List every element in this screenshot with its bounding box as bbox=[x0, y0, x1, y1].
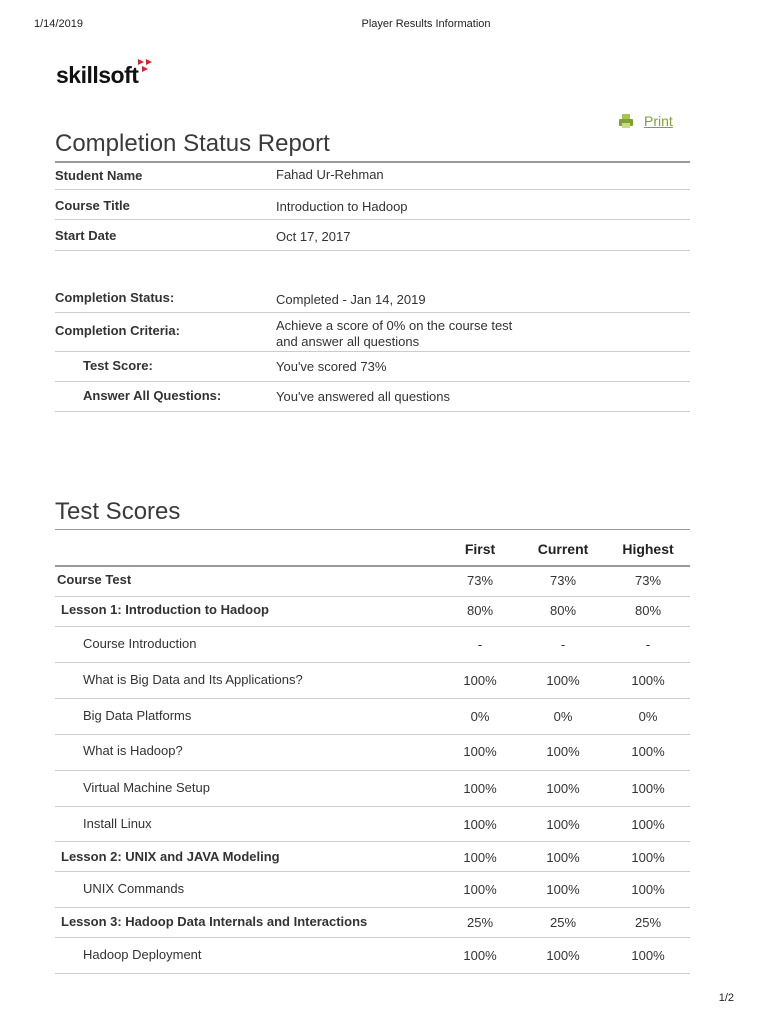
completion-criteria-value bbox=[276, 318, 512, 350]
first-score: 100% bbox=[463, 744, 497, 759]
highest-score: 100% bbox=[631, 781, 665, 796]
row-name: Lesson 2: UNIX and JAVA Modeling bbox=[61, 849, 280, 864]
completion-status-label: Completion Status: bbox=[55, 290, 175, 305]
highest-score: 80% bbox=[634, 603, 662, 618]
first-score: - bbox=[477, 637, 483, 652]
current-score: 0% bbox=[553, 709, 573, 724]
test-scores-title: Test Scores bbox=[55, 498, 181, 525]
row-name: What is Hadoop? bbox=[83, 743, 183, 758]
column-first-header: First bbox=[464, 541, 496, 557]
table-row bbox=[55, 771, 690, 807]
first-score: 100% bbox=[463, 781, 497, 796]
criteria-line-2: and answer all questions bbox=[276, 334, 420, 349]
student-name-label: Student Name bbox=[55, 168, 143, 183]
table-row bbox=[55, 908, 690, 938]
table-row bbox=[55, 938, 690, 974]
printer-icon bbox=[618, 113, 634, 129]
skillsoft-logo bbox=[56, 62, 138, 92]
first-score: 100% bbox=[463, 850, 497, 865]
answer-all-row bbox=[55, 382, 690, 412]
table-row bbox=[55, 699, 690, 735]
course-title-row bbox=[55, 190, 690, 220]
current-score: 25% bbox=[549, 915, 577, 930]
first-score: 100% bbox=[463, 673, 497, 688]
first-score: 0% bbox=[470, 709, 490, 724]
answer-all-value: You've answered all questions bbox=[276, 389, 451, 404]
first-score: 100% bbox=[463, 882, 497, 897]
completion-report-title: Completion Status Report bbox=[55, 130, 330, 157]
print-page-title: Player Results Information bbox=[361, 18, 491, 30]
course-title-label: Course Title bbox=[55, 198, 130, 213]
highest-score: 100% bbox=[631, 882, 665, 897]
table-row bbox=[55, 663, 690, 699]
print-date: 1/14/2019 bbox=[34, 18, 83, 30]
completion-status-row bbox=[55, 282, 690, 313]
row-name: Virtual Machine Setup bbox=[83, 780, 210, 795]
highest-score: 100% bbox=[631, 817, 665, 832]
row-name: Lesson 1: Introduction to Hadoop bbox=[61, 602, 269, 617]
student-name-row bbox=[55, 163, 690, 190]
current-score: 100% bbox=[546, 948, 580, 963]
table-row bbox=[55, 872, 690, 908]
row-name: Hadoop Deployment bbox=[83, 947, 202, 962]
table-row bbox=[55, 842, 690, 872]
highest-score: 100% bbox=[631, 948, 665, 963]
print-link[interactable]: Print bbox=[644, 113, 673, 129]
current-score: 80% bbox=[549, 603, 577, 618]
start-date-row bbox=[55, 220, 690, 251]
first-score: 80% bbox=[466, 603, 494, 618]
completion-criteria-row bbox=[55, 313, 690, 352]
highest-score: - bbox=[645, 637, 651, 652]
first-score: 100% bbox=[463, 817, 497, 832]
current-score: 100% bbox=[546, 850, 580, 865]
row-name: Install Linux bbox=[83, 816, 152, 831]
row-name: Lesson 3: Hadoop Data Internals and Interactions bbox=[61, 914, 368, 929]
test-score-label: Test Score: bbox=[83, 358, 153, 373]
page-number: 1/2 bbox=[718, 992, 734, 1004]
current-score: 100% bbox=[546, 781, 580, 796]
course-title-value: Introduction to Hadoop bbox=[276, 199, 408, 214]
test-score-value: You've scored 73% bbox=[276, 359, 387, 374]
highest-score: 100% bbox=[631, 744, 665, 759]
start-date-label: Start Date bbox=[55, 228, 117, 243]
logo-text: skillsoft bbox=[56, 62, 139, 88]
row-name: Big Data Platforms bbox=[83, 708, 192, 723]
table-row bbox=[55, 735, 690, 771]
first-score: 25% bbox=[466, 915, 494, 930]
highest-score: 0% bbox=[638, 709, 658, 724]
column-highest-header: Highest bbox=[622, 541, 674, 557]
row-name: Course Introduction bbox=[83, 636, 197, 651]
first-score: 100% bbox=[463, 948, 497, 963]
highest-score: 100% bbox=[631, 673, 665, 688]
column-current-header: Current bbox=[537, 541, 589, 557]
completion-status-value: Completed - Jan 14, 2019 bbox=[276, 292, 426, 307]
scores-header-row bbox=[55, 530, 690, 567]
row-name: UNIX Commands bbox=[83, 881, 185, 896]
current-score: 100% bbox=[546, 882, 580, 897]
table-row bbox=[55, 567, 690, 597]
current-score: 100% bbox=[546, 817, 580, 832]
criteria-line-1: Achieve a score of 0% on the course test bbox=[276, 318, 513, 333]
completion-criteria-label: Completion Criteria: bbox=[55, 323, 180, 338]
table-row bbox=[55, 597, 690, 627]
test-score-row bbox=[55, 352, 690, 382]
row-name: What is Big Data and Its Applications? bbox=[83, 672, 303, 687]
row-name: Course Test bbox=[57, 572, 132, 587]
start-date-value: Oct 17, 2017 bbox=[276, 229, 351, 244]
current-score: 73% bbox=[549, 573, 577, 588]
highest-score: 25% bbox=[634, 915, 662, 930]
highest-score: 100% bbox=[631, 850, 665, 865]
first-score: 73% bbox=[466, 573, 494, 588]
current-score: 100% bbox=[546, 744, 580, 759]
logo-arrows-icon bbox=[138, 59, 154, 73]
answer-all-label: Answer All Questions: bbox=[83, 388, 222, 403]
table-row bbox=[55, 807, 690, 842]
current-score: 100% bbox=[546, 673, 580, 688]
student-name-value: Fahad Ur-Rehman bbox=[276, 167, 384, 182]
highest-score: 73% bbox=[634, 573, 662, 588]
table-row bbox=[55, 627, 690, 663]
print-button[interactable] bbox=[618, 113, 673, 129]
current-score: - bbox=[560, 637, 566, 652]
